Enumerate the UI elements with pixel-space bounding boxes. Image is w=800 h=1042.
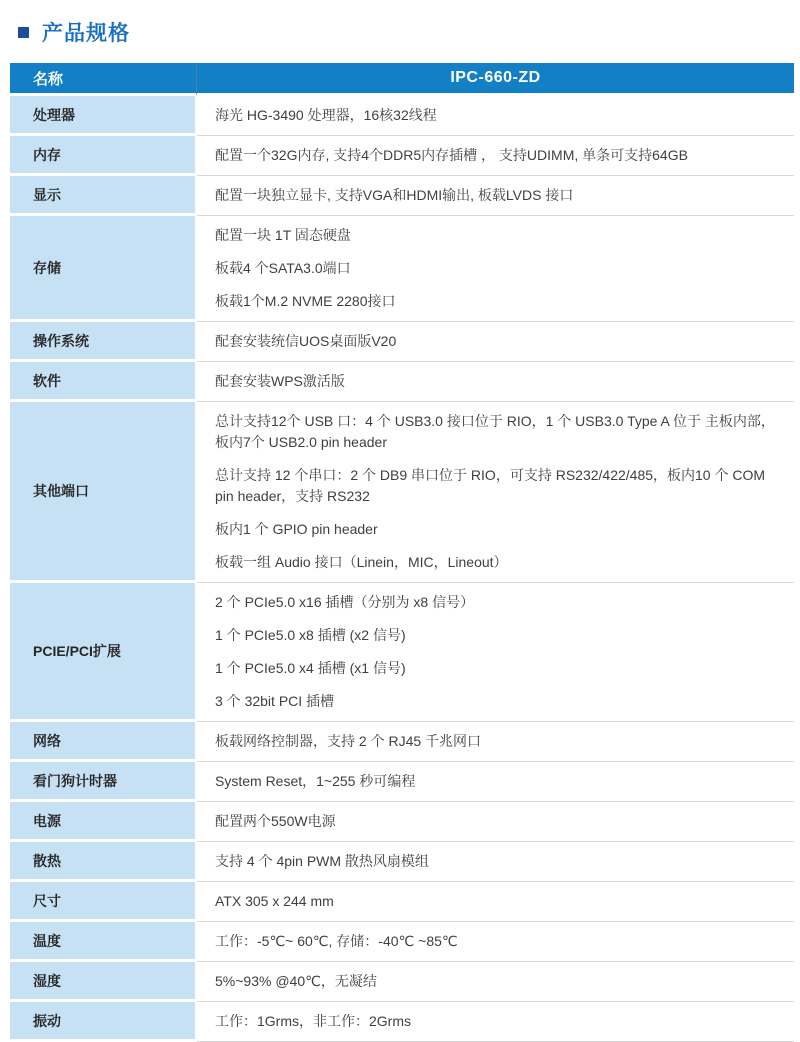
table-row: [10, 176, 794, 216]
row-label: 湿度: [10, 962, 197, 1002]
row-value-line: 总计支持 12 个串口：2 个 DB9 串口位于 RIO，可支持 RS232/422/485，板内10 个 COM pin header，支持 RS232: [215, 467, 766, 504]
row-value-cell: [197, 322, 794, 362]
row-value-line: 配置两个550W电源: [215, 813, 336, 829]
row-label: 内存: [10, 136, 197, 176]
row-label: 看门狗计时器: [10, 762, 197, 802]
row-value-line: 3 个 32bit PCI 插槽: [215, 693, 335, 709]
row-value-cell: [197, 722, 794, 762]
section-bullet-icon: [18, 27, 29, 38]
row-label: 网络: [10, 722, 197, 762]
table-row: [10, 722, 794, 762]
page-title: 产品规格: [42, 22, 130, 45]
row-value-line: 配套安装WPS激活版: [215, 373, 345, 389]
row-value-cell: [197, 802, 794, 842]
section-title-bar: [0, 0, 800, 49]
table-row: [10, 96, 794, 136]
table-row: [10, 802, 794, 842]
row-value-line: 支持 4 个 4pin PWM 散热风扇模组: [215, 853, 429, 869]
table-row: [10, 762, 794, 802]
row-value-line: System Reset，1~255 秒可编程: [215, 773, 416, 789]
row-label: PCIE/PCI扩展: [10, 583, 197, 722]
row-value-line: 配置一块独立显卡, 支持VGA和HDMI输出, 板载LVDS 接口: [215, 187, 574, 203]
table-row: [10, 842, 794, 882]
row-label: 温度: [10, 922, 197, 962]
row-value-line: 板载4 个SATA3.0端口: [215, 260, 351, 276]
row-label: 散热: [10, 842, 197, 882]
row-value-line: ATX 305 x 244 mm: [215, 893, 334, 909]
table-row: [10, 216, 794, 322]
spec-table-body: [10, 96, 794, 1042]
table-row: [10, 136, 794, 176]
row-value-line: 板载一组 Audio 接口（Linein，MIC，Lineout）: [215, 554, 508, 570]
table-row: [10, 362, 794, 402]
row-label: 显示: [10, 176, 197, 216]
row-value-line: 1 个 PCIe5.0 x8 插槽 (x2 信号): [215, 627, 406, 643]
row-label: 存储: [10, 216, 197, 322]
row-label: 其他端口: [10, 402, 197, 583]
row-value-line: 工作：1Grms，非工作：2Grms: [215, 1013, 411, 1029]
row-value-cell: [197, 216, 794, 322]
row-value-cell: [197, 1002, 794, 1042]
table-row: [10, 962, 794, 1002]
row-value-cell: [197, 882, 794, 922]
row-label: 尺寸: [10, 882, 197, 922]
row-value-line: 工作：-5℃~ 60℃, 存储：-40℃ ~85℃: [215, 933, 458, 949]
row-label: 电源: [10, 802, 197, 842]
row-value-line: 板载1个M.2 NVME 2280接口: [215, 293, 396, 309]
row-value-line: 板内1 个 GPIO pin header: [215, 521, 378, 537]
row-value-line: 5%~93% @40℃，无凝结: [215, 973, 377, 989]
table-row: [10, 922, 794, 962]
row-value-cell: [197, 362, 794, 402]
row-value-cell: [197, 96, 794, 136]
spec-table-header: [10, 63, 794, 96]
row-label: 操作系统: [10, 322, 197, 362]
row-label: 处理器: [10, 96, 197, 136]
row-value-cell: [197, 842, 794, 882]
row-label: 振动: [10, 1002, 197, 1042]
table-row: [10, 583, 794, 722]
row-value-cell: [197, 583, 794, 722]
row-value-cell: [197, 402, 794, 583]
row-value-line: 2 个 PCIe5.0 x16 插槽（分别为 x8 信号）: [215, 594, 475, 610]
row-value-line: 板载网络控制器，支持 2 个 RJ45 千兆网口: [215, 733, 482, 749]
header-name-cell: 名称: [10, 63, 197, 96]
header-model-cell: IPC-660-ZD: [197, 63, 794, 96]
row-value-line: 海光 HG-3490 处理器，16核32线程: [215, 107, 437, 123]
row-value-cell: [197, 962, 794, 1002]
row-value-line: 配置一个32G内存, 支持4个DDR5内存插槽 ， 支持UDIMM, 单条可支持64GB: [215, 147, 688, 163]
row-value-cell: [197, 922, 794, 962]
table-row: [10, 402, 794, 583]
row-value-cell: [197, 762, 794, 802]
row-value-line: 总计支持12个 USB 口：4 个 USB3.0 接口位于 RIO，1 个 USB3.0 Type A 位于 主板内部，板内7个 USB2.0 pin header: [215, 413, 775, 450]
table-row: [10, 1002, 794, 1042]
row-value-cell: [197, 176, 794, 216]
spec-table: [10, 63, 794, 1042]
row-value-cell: [197, 136, 794, 176]
table-row: [10, 322, 794, 362]
row-value-line: 1 个 PCIe5.0 x4 插槽 (x1 信号): [215, 660, 406, 676]
row-label: 软件: [10, 362, 197, 402]
row-value-line: 配套安装统信UOS桌面版V20: [215, 333, 397, 349]
row-value-line: 配置一块 1T 固态硬盘: [215, 227, 351, 243]
table-row: [10, 882, 794, 922]
